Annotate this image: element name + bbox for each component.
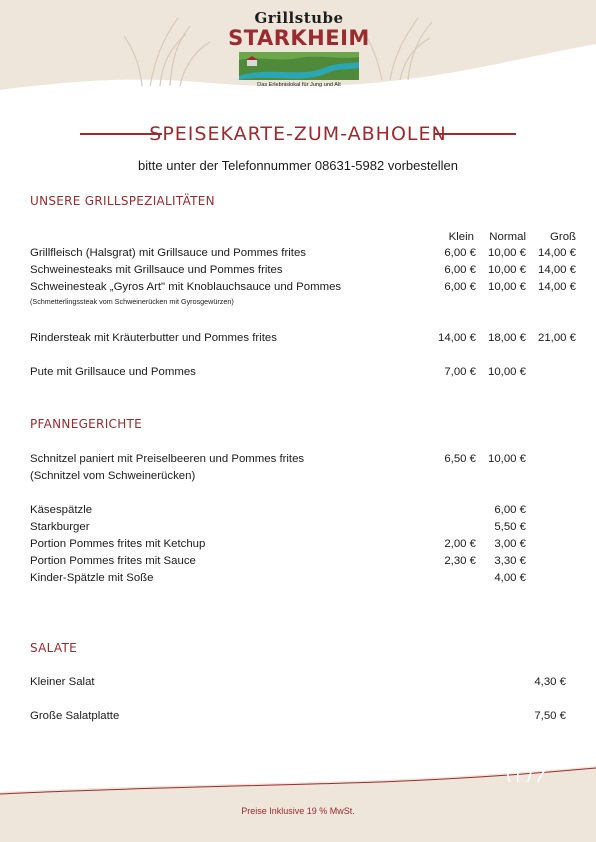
menu-item-row [30, 262, 580, 278]
price-small: 7,00 € [444, 366, 476, 378]
price-normal: 3,30 € [494, 555, 526, 567]
item-name: Kinder-Spätzle mit Soße [30, 572, 154, 584]
price-normal: 4,00 € [494, 572, 526, 584]
landscape-logo-icon [239, 52, 359, 80]
menu-item-row [30, 708, 580, 724]
item-name: Pute mit Grillsauce und Pommes [30, 366, 196, 378]
price-large: 21,00 € [537, 332, 576, 344]
column-header-small: Klein [448, 231, 474, 243]
price-normal: 18,00 € [487, 332, 526, 344]
price-normal: 10,00 € [487, 453, 526, 465]
item-name: Rindersteak mit Kräuterbutter und Pommes frites [30, 332, 277, 344]
tax-note: Preise Inklusive 19 % MwSt. [241, 806, 355, 816]
price-single: 7,50 € [534, 710, 566, 722]
logo-tagline: Das Erlebnislokal für Jung und Alt [257, 82, 341, 88]
price-large: 14,00 € [537, 281, 576, 293]
section-heading-pan: PFANNEGERICHTE [30, 417, 143, 431]
item-note-row [30, 468, 580, 484]
price-small: 2,30 € [444, 555, 476, 567]
price-normal: 10,00 € [487, 366, 526, 378]
price-normal: 10,00 € [487, 247, 526, 259]
menu-item-row [30, 519, 580, 535]
section-heading-grill: UNSERE GRILLSPEZIALITÄTEN [30, 194, 215, 208]
menu-title-row [80, 122, 516, 146]
menu-item-row [30, 279, 580, 295]
price-single: 4,30 € [534, 676, 566, 688]
price-small: 6,50 € [444, 453, 476, 465]
price-small: 14,00 € [437, 332, 476, 344]
item-name: Schnitzel paniert mit Preiselbeeren und Pommes frites [30, 453, 305, 465]
price-normal: 6,00 € [494, 504, 526, 516]
brand-logo [226, 10, 372, 106]
price-large: 14,00 € [537, 264, 576, 276]
price-normal: 5,50 € [494, 521, 526, 533]
item-name: Portion Pommes frites mit Ketchup [30, 538, 206, 550]
logo-wordmark-top: Grillstube [254, 9, 344, 27]
menu-item-row [30, 364, 580, 380]
price-normal: 10,00 € [487, 264, 526, 276]
item-name: Käsespätzle [30, 504, 93, 516]
logo-wordmark-main: STARKHEIM [228, 26, 370, 50]
price-small: 2,00 € [444, 538, 476, 550]
item-name: Große Salatplatte [30, 710, 120, 722]
menu-item-row [30, 330, 580, 346]
item-name: Schweinesteak „Gyros Art" mit Knoblauchsauce und Pommes [30, 281, 342, 293]
price-small: 6,00 € [444, 281, 476, 293]
price-normal: 10,00 € [487, 281, 526, 293]
menu-item-row [30, 536, 580, 552]
price-small: 6,00 € [444, 247, 476, 259]
menu-item-row [30, 570, 580, 586]
item-name: Schweinesteaks mit Grillsauce und Pommes frites [30, 264, 283, 276]
item-name: Starkburger [30, 521, 90, 533]
item-note: (Schmetterlingssteak vom Schweinerücken mit Gyrosgewürzen) [30, 297, 234, 306]
item-name: Portion Pommes frites mit Sauce [30, 555, 196, 567]
price-normal: 3,00 € [494, 538, 526, 550]
menu-item-row [30, 451, 580, 467]
order-instructions: bitte unter der Telefonnummer 08631-5982 vorbestellen [138, 158, 458, 173]
menu-item-row [30, 245, 580, 261]
menu-item-row [30, 674, 580, 690]
item-name: Kleiner Salat [30, 676, 95, 688]
section-heading-salads: SALATE [30, 641, 77, 655]
column-header-normal: Normal [489, 231, 526, 243]
menu-item-row [30, 502, 580, 518]
menu-title: SPEISEKARTE-ZUM-ABHOLEN [149, 123, 447, 145]
item-name: Grillfleisch (Halsgrat) mit Grillsauce und Pommes frites [30, 247, 306, 259]
column-header-large: Groß [550, 231, 576, 243]
footer-decor-band [0, 762, 596, 842]
menu-item-row [30, 553, 580, 569]
price-small: 6,00 € [444, 264, 476, 276]
price-large: 14,00 € [537, 247, 576, 259]
item-note: (Schnitzel vom Schweinerücken) [30, 470, 196, 482]
